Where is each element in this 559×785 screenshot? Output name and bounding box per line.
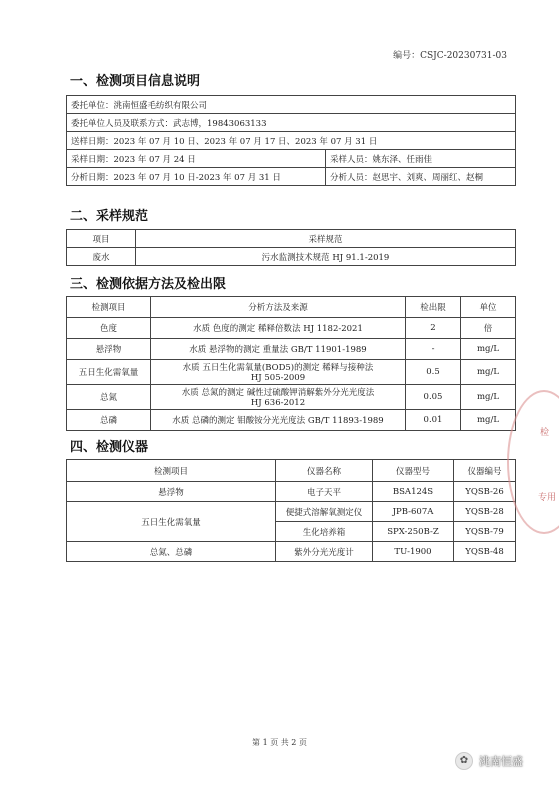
method-text: 水质 色度的测定 稀释倍数法 HJ 1182-2021	[151, 318, 406, 339]
table-row	[67, 339, 516, 360]
table-row	[67, 385, 516, 410]
analysis-date-cell: 分析日期：2023 年 07 月 10 日-2023 年 07 月 31 日	[67, 168, 326, 186]
analyst-cell: 分析人员：赵思宇、刘爽、周丽红、赵桐	[326, 168, 516, 186]
method-limit: 0.01	[406, 410, 461, 431]
wechat-icon: ✿	[455, 752, 473, 770]
table-row	[67, 482, 516, 502]
instr-name: 生化培养箱	[276, 522, 373, 542]
method-unit: mg/L	[461, 385, 516, 410]
instr-item: 五日生化需氧量	[67, 502, 276, 542]
sampling-table	[66, 229, 516, 266]
info-table	[66, 95, 516, 186]
table-row	[67, 410, 516, 431]
instr-id: YQSB-26	[454, 482, 516, 502]
instr-item: 总氮、总磷	[67, 542, 276, 562]
method-item: 总磷	[67, 410, 151, 431]
section-title-1: 一、检测项目信息说明	[70, 74, 201, 89]
section-title-3: 三、检测依据方法及检出限	[70, 277, 227, 292]
sampling-cell-item: 废水	[67, 248, 136, 266]
table-row	[67, 318, 516, 339]
method-item: 悬浮物	[67, 339, 151, 360]
instr-name: 电子天平	[276, 482, 373, 502]
method-unit: 倍	[461, 318, 516, 339]
instr-model: JPB-607A	[373, 502, 454, 522]
instruments-table	[66, 459, 516, 562]
instr-header-name: 仪器名称	[276, 460, 373, 482]
instr-model: BSA124S	[373, 482, 454, 502]
method-line-1: 水质 五日生化需氧量(BOD5)的测定 稀释与接种法	[182, 363, 374, 373]
instr-name: 便捷式溶解氧测定仪	[276, 502, 373, 522]
watermark-text: 洮南恒盛	[479, 755, 523, 768]
method-text: 水质 总磷的测定 钼酸铵分光光度法 GB/T 11893-1989	[151, 410, 406, 431]
contact-cell: 委托单位人员及联系方式：武志博，19843063133	[67, 114, 516, 132]
methods-header-item: 检测项目	[67, 297, 151, 318]
method-item: 总氮	[67, 385, 151, 410]
instr-model: TU-1900	[373, 542, 454, 562]
stamp-text-1: 检	[540, 428, 550, 438]
instr-id: YQSB-79	[454, 522, 516, 542]
instr-id: YQSB-48	[454, 542, 516, 562]
method-text	[151, 360, 406, 385]
methods-header-method: 分析方法及来源	[151, 297, 406, 318]
method-line-1: 水质 总氮的测定 碱性过硫酸钾消解紫外分光光度法	[181, 388, 375, 398]
table-row	[67, 542, 516, 562]
method-unit: mg/L	[461, 339, 516, 360]
method-limit: 2	[406, 318, 461, 339]
sampler-cell: 采样人员：姚东泽、任雨佳	[326, 150, 516, 168]
method-line-2: HJ 636-2012	[250, 398, 306, 408]
page-footer: 第 1 页 共 2 页	[252, 738, 307, 747]
table-row	[67, 360, 516, 385]
method-item: 五日生化需氧量	[67, 360, 151, 385]
method-text	[151, 385, 406, 410]
methods-table	[66, 296, 516, 431]
sampling-date-cell: 采样日期：2023 年 07 月 24 日	[67, 150, 326, 168]
table-row	[67, 502, 516, 522]
method-item: 色度	[67, 318, 151, 339]
instr-name: 紫外分光光度计	[276, 542, 373, 562]
method-limit: 0.5	[406, 360, 461, 385]
methods-header-unit: 单位	[461, 297, 516, 318]
method-limit: -	[406, 339, 461, 360]
stamp-text-2: 专用	[538, 493, 557, 503]
instr-header-id: 仪器编号	[454, 460, 516, 482]
instr-header-model: 仪器型号	[373, 460, 454, 482]
method-line-2: HJ 505-2009	[250, 373, 306, 383]
submit-date-cell: 送样日期：2023 年 07 月 10 日、2023 年 07 月 17 日、2023 年 07 月 31 日	[67, 132, 516, 150]
method-limit: 0.05	[406, 385, 461, 410]
method-unit: mg/L	[461, 360, 516, 385]
method-text: 水质 悬浮物的测定 重量法 GB/T 11901-1989	[151, 339, 406, 360]
methods-header-limit: 检出限	[406, 297, 461, 318]
method-unit: mg/L	[461, 410, 516, 431]
instr-model: SPX-250B-Z	[373, 522, 454, 542]
section-title-4: 四、检测仪器	[70, 440, 149, 455]
document-number: 编号：CSJC-20230731-03	[393, 51, 507, 61]
instr-id: YQSB-28	[454, 502, 516, 522]
sampling-header-item: 项目	[67, 230, 136, 248]
sampling-header-spec: 采样规范	[136, 230, 516, 248]
instr-header-item: 检测项目	[67, 460, 276, 482]
sampling-cell-spec: 污水监测技术规范 HJ 91.1-2019	[136, 248, 516, 266]
client-cell: 委托单位：洮南恒盛毛纺织有限公司	[67, 96, 516, 114]
watermark	[455, 752, 523, 770]
instr-item: 悬浮物	[67, 482, 276, 502]
section-title-2: 二、采样规范	[70, 209, 149, 224]
